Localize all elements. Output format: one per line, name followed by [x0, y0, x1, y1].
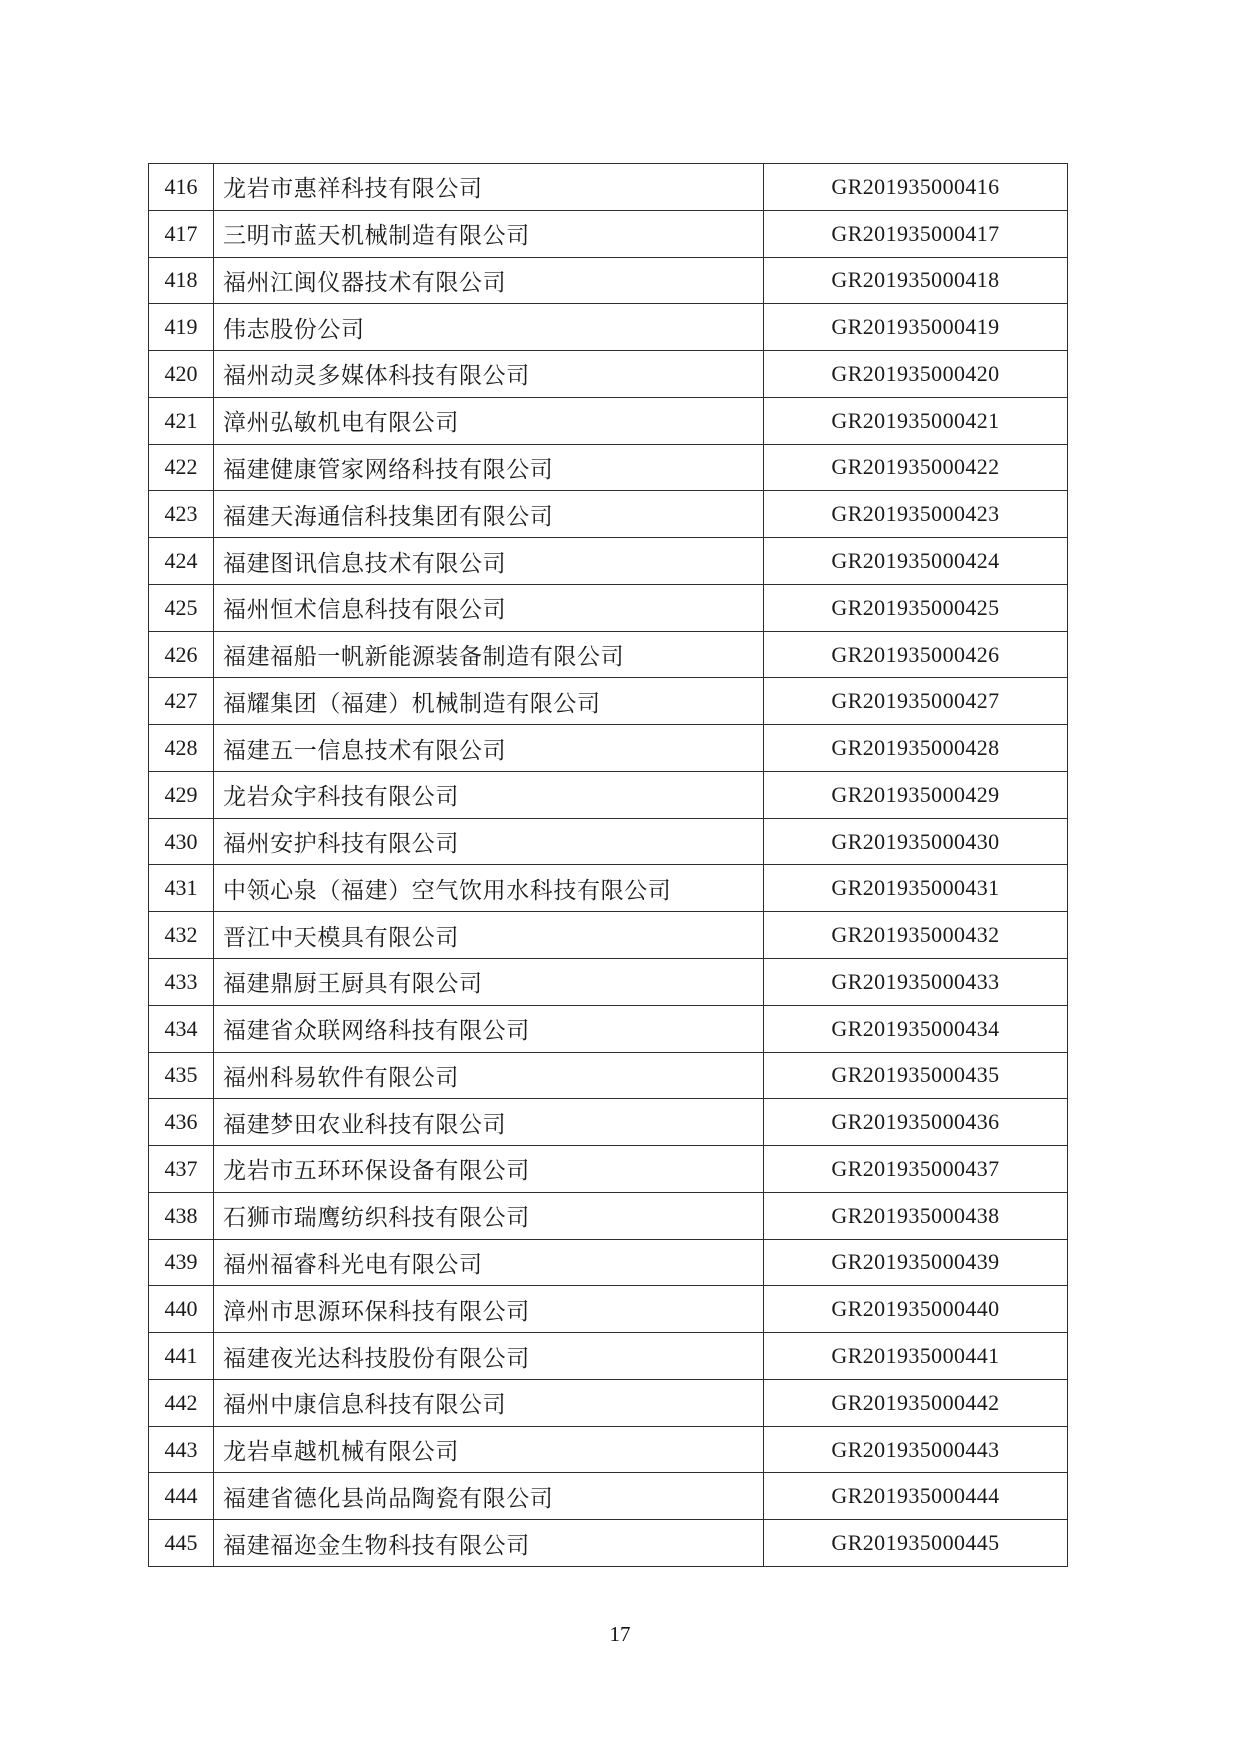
page-number: 17: [609, 1622, 631, 1646]
table-row: [149, 210, 1068, 257]
certificate-table: [148, 163, 1068, 1567]
table-row: [149, 1473, 1068, 1520]
company-name-cell: 伟志股份公司: [214, 304, 764, 351]
table-row: [149, 959, 1068, 1006]
company-name-cell: 福州中康信息科技有限公司: [214, 1379, 764, 1426]
table-row: [149, 444, 1068, 491]
certificate-code-cell: GR201935000416: [764, 164, 1068, 211]
certificate-code-cell: GR201935000444: [764, 1473, 1068, 1520]
row-index-cell: 442: [149, 1379, 214, 1426]
row-index-cell: 444: [149, 1473, 214, 1520]
company-name-cell: 龙岩卓越机械有限公司: [214, 1426, 764, 1473]
company-name-cell: 福建省众联网络科技有限公司: [214, 1005, 764, 1052]
row-index-cell: 438: [149, 1192, 214, 1239]
table-body: [149, 164, 1068, 1567]
certificate-code-cell: GR201935000418: [764, 257, 1068, 304]
certificate-code-cell: GR201935000417: [764, 210, 1068, 257]
certificate-code-cell: GR201935000428: [764, 725, 1068, 772]
company-name-cell: 龙岩众宇科技有限公司: [214, 771, 764, 818]
row-index-cell: 433: [149, 959, 214, 1006]
certificate-code-cell: GR201935000429: [764, 771, 1068, 818]
certificate-code-cell: GR201935000440: [764, 1286, 1068, 1333]
row-index-cell: 421: [149, 397, 214, 444]
table-row: [149, 164, 1068, 211]
row-index-cell: 434: [149, 1005, 214, 1052]
certificate-code-cell: GR201935000419: [764, 304, 1068, 351]
certificate-code-cell: GR201935000431: [764, 865, 1068, 912]
row-index-cell: 428: [149, 725, 214, 772]
table-row: [149, 397, 1068, 444]
row-index-cell: 424: [149, 538, 214, 585]
row-index-cell: 417: [149, 210, 214, 257]
row-index-cell: 440: [149, 1286, 214, 1333]
company-name-cell: 福州福睿科光电有限公司: [214, 1239, 764, 1286]
certificate-code-cell: GR201935000424: [764, 538, 1068, 585]
table-row: [149, 351, 1068, 398]
row-index-cell: 430: [149, 818, 214, 865]
company-name-cell: 福州安护科技有限公司: [214, 818, 764, 865]
table-row: [149, 771, 1068, 818]
row-index-cell: 437: [149, 1146, 214, 1193]
table-row: [149, 1286, 1068, 1333]
certificate-code-cell: GR201935000441: [764, 1333, 1068, 1380]
company-name-cell: 福建健康管家网络科技有限公司: [214, 444, 764, 491]
row-index-cell: 419: [149, 304, 214, 351]
table-row: [149, 912, 1068, 959]
row-index-cell: 443: [149, 1426, 214, 1473]
row-index-cell: 420: [149, 351, 214, 398]
certificate-code-cell: GR201935000427: [764, 678, 1068, 725]
row-index-cell: 416: [149, 164, 214, 211]
company-name-cell: 福建图讯信息技术有限公司: [214, 538, 764, 585]
company-name-cell: 福建鼎厨王厨具有限公司: [214, 959, 764, 1006]
table-row: [149, 1239, 1068, 1286]
row-index-cell: 445: [149, 1520, 214, 1567]
table-row: [149, 631, 1068, 678]
certificate-code-cell: GR201935000420: [764, 351, 1068, 398]
table-row: [149, 818, 1068, 865]
table-row: [149, 1052, 1068, 1099]
certificate-code-cell: GR201935000421: [764, 397, 1068, 444]
certificate-code-cell: GR201935000442: [764, 1379, 1068, 1426]
row-index-cell: 439: [149, 1239, 214, 1286]
table-row: [149, 1192, 1068, 1239]
table-row: [149, 1520, 1068, 1567]
company-name-cell: 晋江中天模具有限公司: [214, 912, 764, 959]
company-name-cell: 福建福迩金生物科技有限公司: [214, 1520, 764, 1567]
row-index-cell: 422: [149, 444, 214, 491]
table-row: [149, 1005, 1068, 1052]
row-index-cell: 432: [149, 912, 214, 959]
company-name-cell: 龙岩市五环环保设备有限公司: [214, 1146, 764, 1193]
table-row: [149, 1333, 1068, 1380]
row-index-cell: 429: [149, 771, 214, 818]
company-name-cell: 福建五一信息技术有限公司: [214, 725, 764, 772]
row-index-cell: 431: [149, 865, 214, 912]
certificate-code-cell: GR201935000432: [764, 912, 1068, 959]
company-name-cell: 龙岩市惠祥科技有限公司: [214, 164, 764, 211]
table-row: [149, 538, 1068, 585]
table-row: [149, 865, 1068, 912]
table-row: [149, 1426, 1068, 1473]
company-name-cell: 中领心泉（福建）空气饮用水科技有限公司: [214, 865, 764, 912]
certificate-code-cell: GR201935000438: [764, 1192, 1068, 1239]
company-name-cell: 福州动灵多媒体科技有限公司: [214, 351, 764, 398]
certificate-code-cell: GR201935000439: [764, 1239, 1068, 1286]
row-index-cell: 435: [149, 1052, 214, 1099]
row-index-cell: 423: [149, 491, 214, 538]
table-row: [149, 257, 1068, 304]
company-name-cell: 福州江闽仪器技术有限公司: [214, 257, 764, 304]
company-name-cell: 福耀集团（福建）机械制造有限公司: [214, 678, 764, 725]
row-index-cell: 418: [149, 257, 214, 304]
table-row: [149, 725, 1068, 772]
company-name-cell: 三明市蓝天机械制造有限公司: [214, 210, 764, 257]
row-index-cell: 427: [149, 678, 214, 725]
row-index-cell: 425: [149, 584, 214, 631]
company-name-cell: 福建梦田农业科技有限公司: [214, 1099, 764, 1146]
row-index-cell: 426: [149, 631, 214, 678]
table-row: [149, 491, 1068, 538]
certificate-code-cell: GR201935000435: [764, 1052, 1068, 1099]
company-name-cell: 福建福船一帆新能源装备制造有限公司: [214, 631, 764, 678]
company-name-cell: 漳州市思源环保科技有限公司: [214, 1286, 764, 1333]
table-row: [149, 304, 1068, 351]
company-name-cell: 石狮市瑞鹰纺织科技有限公司: [214, 1192, 764, 1239]
certificate-code-cell: GR201935000437: [764, 1146, 1068, 1193]
company-name-cell: 福建省德化县尚品陶瓷有限公司: [214, 1473, 764, 1520]
company-name-cell: 福州恒术信息科技有限公司: [214, 584, 764, 631]
certificate-code-cell: GR201935000434: [764, 1005, 1068, 1052]
certificate-code-cell: GR201935000426: [764, 631, 1068, 678]
table-row: [149, 584, 1068, 631]
company-name-cell: 福建夜光达科技股份有限公司: [214, 1333, 764, 1380]
certificate-code-cell: GR201935000425: [764, 584, 1068, 631]
table-row: [149, 678, 1068, 725]
certificate-code-cell: GR201935000422: [764, 444, 1068, 491]
company-name-cell: 福建天海通信科技集团有限公司: [214, 491, 764, 538]
table-row: [149, 1379, 1068, 1426]
certificate-code-cell: GR201935000423: [764, 491, 1068, 538]
certificate-code-cell: GR201935000430: [764, 818, 1068, 865]
certificate-code-cell: GR201935000443: [764, 1426, 1068, 1473]
company-name-cell: 福州科易软件有限公司: [214, 1052, 764, 1099]
table-row: [149, 1099, 1068, 1146]
row-index-cell: 441: [149, 1333, 214, 1380]
certificate-code-cell: GR201935000436: [764, 1099, 1068, 1146]
table-row: [149, 1146, 1068, 1193]
certificate-code-cell: GR201935000445: [764, 1520, 1068, 1567]
row-index-cell: 436: [149, 1099, 214, 1146]
company-name-cell: 漳州弘敏机电有限公司: [214, 397, 764, 444]
certificate-code-cell: GR201935000433: [764, 959, 1068, 1006]
